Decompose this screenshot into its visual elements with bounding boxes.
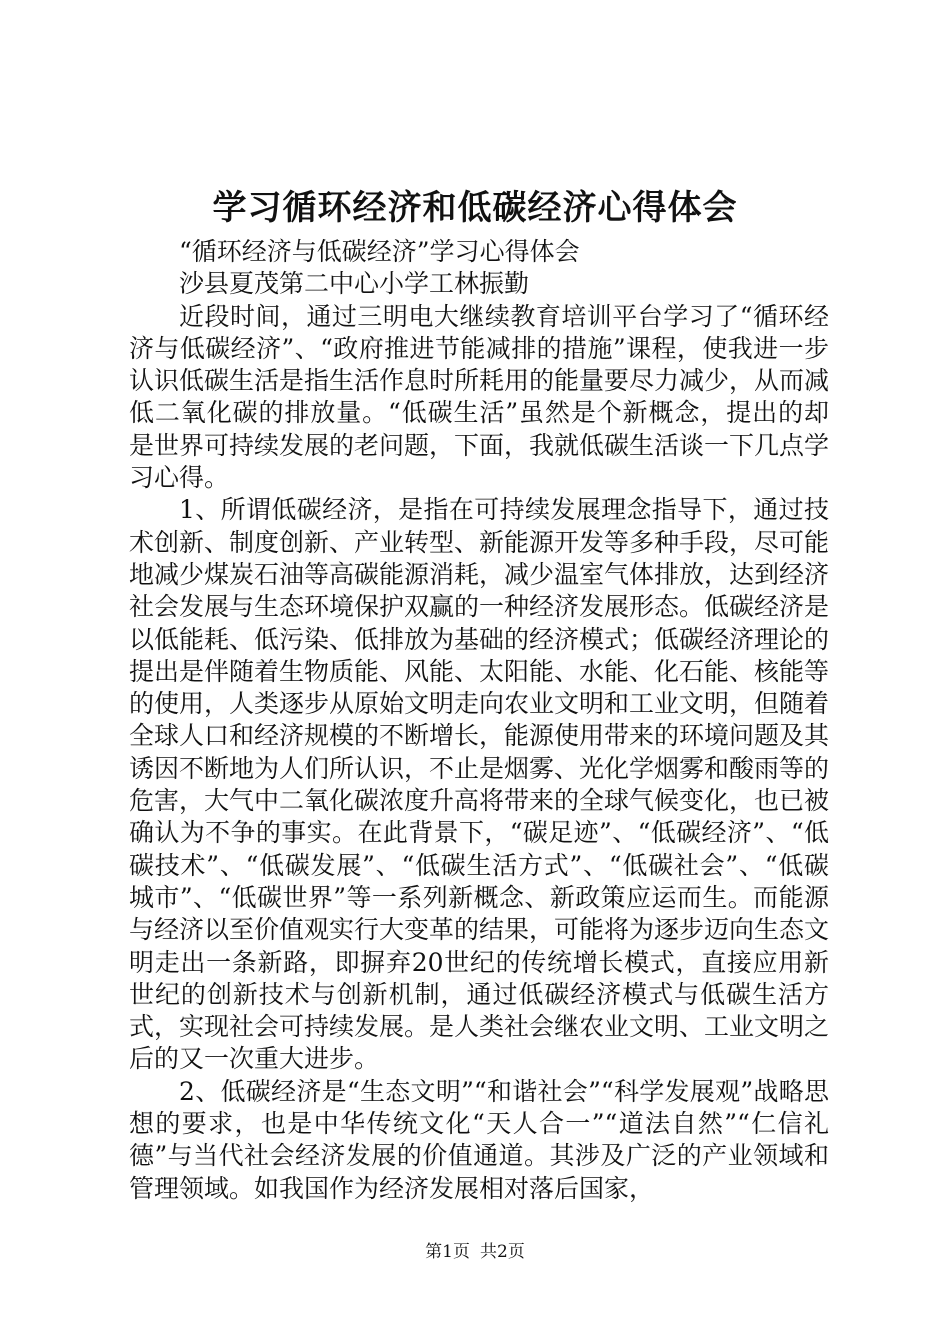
document-title: 学习循环经济和低碳经济心得体会 [212, 188, 738, 228]
page-footer [0, 1240, 950, 1264]
subtitle-paragraph: “循环经济与低碳经济”学习心得体会 [179, 237, 580, 266]
intro-paragraph: 近段时间，通过三明电大继续教育培训平台学习了“循环经济与低碳经济”、“政府推进节能减排的措施”课程，使我进一步认识低碳生活是指生活作息时所耗用的能量要尽力减少，从而减低二氧化碳的排放量。“低碳生活”虽然是个新概念，提出的却是世界可持续发展的老问题，下面，我就低碳生活谈一下几点学习心得。 [129, 301, 830, 493]
section-1-paragraph: 1、所谓低碳经济，是指在可持续发展理念指导下，通过技术创新、制度创新、产业转型、新能源开发等多种手段，尽可能地减少煤炭石油等高碳能源消耗，减少温室气体排放，达到经济社会发展与生态环境保护双赢的一种经济发展形态。低碳经济是以低能耗、低污染、低排放为基础的经济模式；低碳经济理论的提出是伴随着生物质能、风能、太阳能、水能、化石能、核能等的使用，人类逐步从原始文明走向农业文明和工业文明，但随着全球人口和经济规模的不断增长，能源使用带来的环境问题及其诱因不断地为人们所认识，不止是烟雾、光化学烟雾和酸雨等的危害，大气中二氧化碳浓度升高将带来的全球气候变化，也已被确认为不争的事实。在此背景下，“碳足迹”、“低碳经济”、“低碳技术”、“低碳发展”、“低碳生活方式”、“低碳社会”、“低碳城市”、“低碳世界”等一系列新概念、新政策应运而生。而能源与经济以至价值观实行大变革的结果，可能将为逐步迈向生态文明走出一条新路，即摒弃20世纪的传统增长模式，直接应用新世纪的创新技术与创新机制，通过低碳经济模式与低碳生活方式，实现社会可持续发展。是人类社会继农业文明、工业文明之后的又一次重大进步。 [129, 495, 830, 1074]
page-total: 共2页 [480, 1242, 525, 1262]
page-number: 第1页 [425, 1242, 470, 1262]
author-line: 沙县夏茂第二中心小学工林振勤 [179, 269, 530, 299]
document-body [129, 236, 829, 1205]
section-2-paragraph: 2、低碳经济是“生态文明”“和谐社会”“科学发展观”战略思想的要求，也是中华传统文化“天人合一”“道法自然”“仁信礼德”与当代社会经济发展的价值通道。其涉及广泛的产业领域和管理领域。如我国作为经济发展相对落后国家， [129, 1076, 829, 1203]
